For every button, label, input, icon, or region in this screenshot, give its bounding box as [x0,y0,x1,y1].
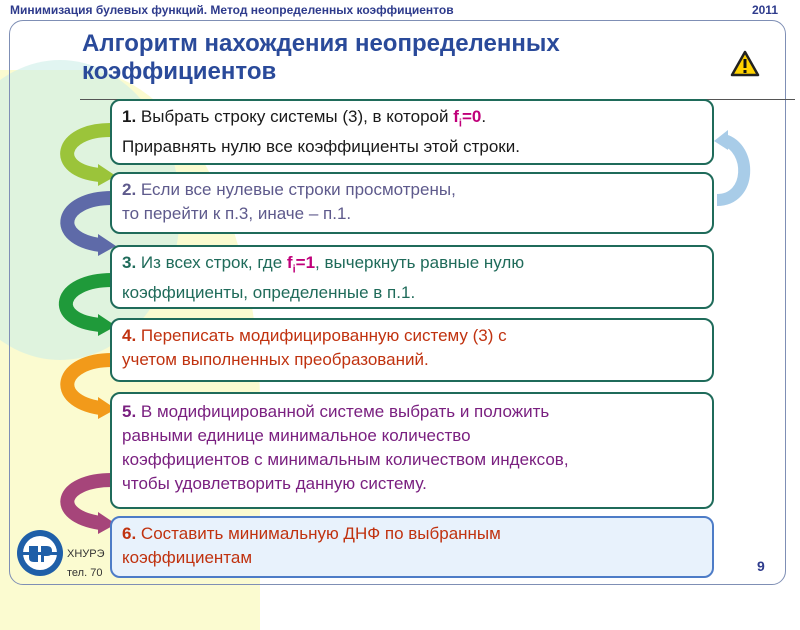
step-text-line2: равными единице минимальное количество [122,426,471,445]
university-logo [15,528,65,583]
step-6-box [110,516,714,578]
function-symbol: f [286,253,293,272]
header-bar [0,0,800,22]
step-number: 4. [122,326,137,345]
step-text-line2: то перейти к п.3, иначе – п.1. [122,204,352,223]
footer-org: ХНУРЭ [67,548,105,560]
step-4-box [110,318,714,382]
function-index: i [458,117,462,130]
header-title: Минимизация булевых функций. Метод неопределенных коэффициентов [10,3,454,17]
arrow-5-icon [67,480,116,534]
step-5-box [110,392,714,509]
arrow-1-icon [67,130,116,186]
step-text: Переписать модифицированную систему (3) с [136,326,507,345]
step-number: 3. [122,253,137,272]
step-text: Из всех строк, где [136,253,287,272]
loop-back-arrow-icon [712,128,752,208]
step-text-line3: коэффициентов с минимальным количеством индексов, [122,450,569,469]
step-text-line2: коэффициентам [122,548,253,567]
step-3-box [110,245,714,309]
function-symbol: f [453,107,459,126]
function-value: =1 [295,253,316,272]
step-number: 1. [122,107,137,126]
step-text: В модифицированной системе выбрать и положить [136,402,550,421]
header-year: 2011 [751,3,778,17]
step-text-end: . [481,107,487,126]
arrow-4-icon [67,360,116,419]
function-value: =0 [461,107,482,126]
step-number: 2. [122,180,137,199]
step-text-line2: Приравнять нулю все коэффициенты этой строки. [122,137,520,157]
step-1-box [110,99,714,165]
footer-phone: тел. 70 [67,567,103,579]
step-number: 6. [122,524,137,543]
step-text: Выбрать строку системы (3), в которой [136,107,454,126]
arrow-3-icon [66,280,116,336]
step-text-line2: учетом выполненных преобразований. [122,350,429,369]
warning-icon [730,50,760,83]
function-index: i [292,263,296,276]
step-text-line4: чтобы удовлетворить данную систему. [122,474,427,493]
step-text: Составить минимальную ДНФ по выбранным [136,524,501,543]
step-text: Если все нулевые строки просмотрены, [136,180,456,199]
slide-title: Алгоритм нахождения неопределенных коэффициентов [82,30,560,85]
step-number: 5. [122,402,137,421]
step-text-line2: коэффициенты, определенные в п.1. [122,283,416,303]
arrow-2-icon [67,198,116,256]
step-text-end: , вычеркнуть равные нулю [315,253,525,272]
page-number: 9 [757,558,765,574]
step-2-box [110,172,714,234]
